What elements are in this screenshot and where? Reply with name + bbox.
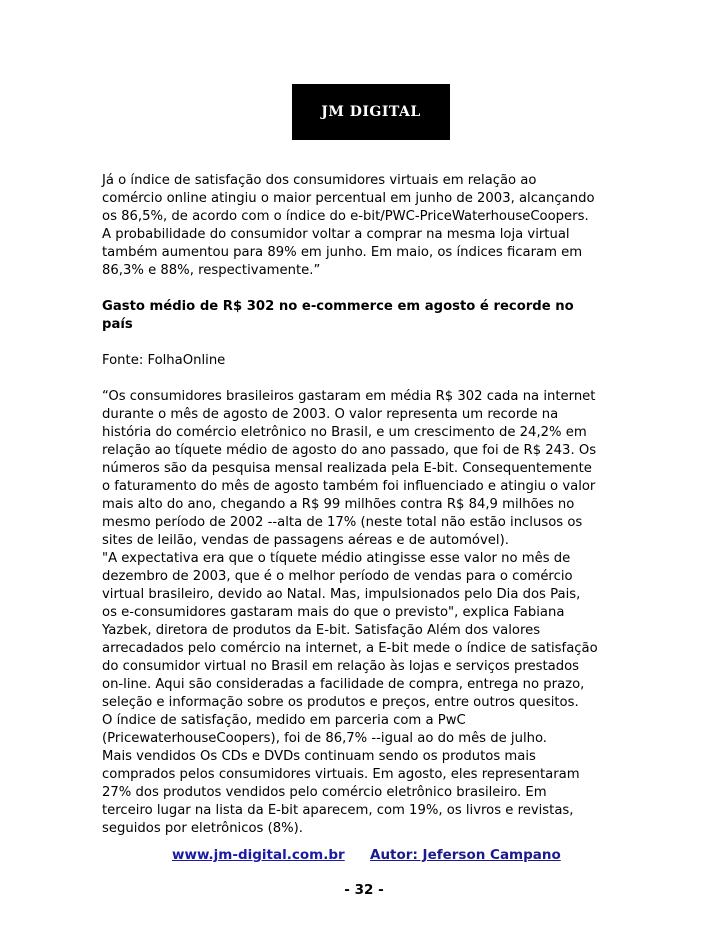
text-line: mesmo período de 2002 --alta de 17% (neste total não estão inclusos os — [102, 515, 583, 530]
page-number: - 32 - — [344, 882, 384, 898]
text-line: 86,3% e 88%, respectivamente.” — [102, 263, 321, 278]
text-line: história do comércio eletrônico no Brasil, e um crescimento de 24,2% em — [102, 425, 587, 440]
text-line: arrecadados pelo comércio na internet, a E-bit mede o índice de satisfação — [102, 641, 598, 656]
jm-digital-logo — [292, 84, 450, 140]
text-line: do consumidor virtual no Brasil em relação às lojas e serviços prestados — [102, 659, 580, 674]
text-line: o faturamento do mês de agosto também foi influenciado e atingiu o valor — [102, 479, 596, 494]
text-line: terceiro lugar na lista da E-bit aparecem, com 19%, os livros e revistas, — [102, 803, 574, 818]
text-line: mais alto do ano, chegando a R$ 99 milhões contra R$ 84,9 milhões no — [102, 497, 575, 512]
section-heading — [102, 298, 662, 334]
text-line: comércio online atingiu o maior percentual em junho de 2003, alcançando — [102, 191, 595, 206]
text-line: Já o índice de satisfação dos consumidores virtuais em relação ao — [102, 173, 537, 188]
text-line: Yazbek, diretora de produtos da E-bit. Satisfação Além dos valores — [102, 623, 541, 638]
paragraph-satisfaction — [102, 172, 662, 280]
text-line: comprados pelos consumidores virtuais. Em agosto, eles representaram — [102, 767, 580, 782]
text-line: "A expectativa era que o tíquete médio atingisse esse valor no mês de — [102, 551, 571, 566]
source-line: Fonte: FolhaOnline — [102, 353, 226, 368]
logo-text: JM DIGITAL — [321, 104, 421, 120]
text-line: Mais vendidos Os CDs e DVDs continuam sendo os produtos mais — [102, 749, 536, 764]
text-line: virtual brasileiro, devido ao Natal. Mas, impulsionados pelo Dia dos Pais, — [102, 587, 581, 602]
text-line: também aumentou para 89% em junho. Em maio, os índices ficaram em — [102, 245, 583, 260]
text-line: durante o mês de agosto de 2003. O valor representa um recorde na — [102, 407, 559, 422]
text-line: A probabilidade do consumidor voltar a comprar na mesma loja virtual — [102, 227, 570, 242]
text-line: relação ao tíquete médio de agosto do ano passado, que foi de R$ 243. Os — [102, 443, 597, 458]
text-line: on-line. Aqui são consideradas a facilidade de compra, entrega no prazo, — [102, 677, 585, 692]
text-line: números são da pesquisa mensal realizada pela E-bit. Consequentemente — [102, 461, 592, 476]
text-line: sites de leilão, vendas de passagens aéreas e de automóvel). — [102, 533, 509, 548]
article-body — [102, 172, 662, 838]
text-line: seleção e informação sobre os produtos e preços, entre outros quesitos. — [102, 695, 579, 710]
paragraph-spending — [102, 388, 662, 838]
heading-line: Gasto médio de R$ 302 no e-commerce em agosto é recorde no — [102, 299, 574, 314]
text-line: dezembro de 2003, que é o melhor período de vendas para o comércio — [102, 569, 573, 584]
text-line: O índice de satisfação, medido em parceria com a PwC — [102, 713, 466, 728]
website-link[interactable]: www.jm-digital.com.br — [172, 847, 345, 863]
text-line: os 86,5%, de acordo com o índice do e-bit/PWC-PriceWaterhouseCoopers. — [102, 209, 589, 224]
text-line: (PricewaterhouseCoopers), foi de 86,7% --igual ao do mês de julho. — [102, 731, 547, 746]
text-line: os e-consumidores gastaram mais do que o previsto", explica Fabiana — [102, 605, 565, 620]
text-line: “Os consumidores brasileiros gastaram em média R$ 302 cada na internet — [102, 389, 596, 404]
heading-line: país — [102, 317, 133, 332]
text-line: seguidos por eletrônicos (8%). — [102, 821, 303, 836]
author-link[interactable]: Autor: Jeferson Campano — [370, 847, 561, 863]
text-line: 27% dos produtos vendidos pelo comércio eletrônico brasileiro. Em — [102, 785, 547, 800]
